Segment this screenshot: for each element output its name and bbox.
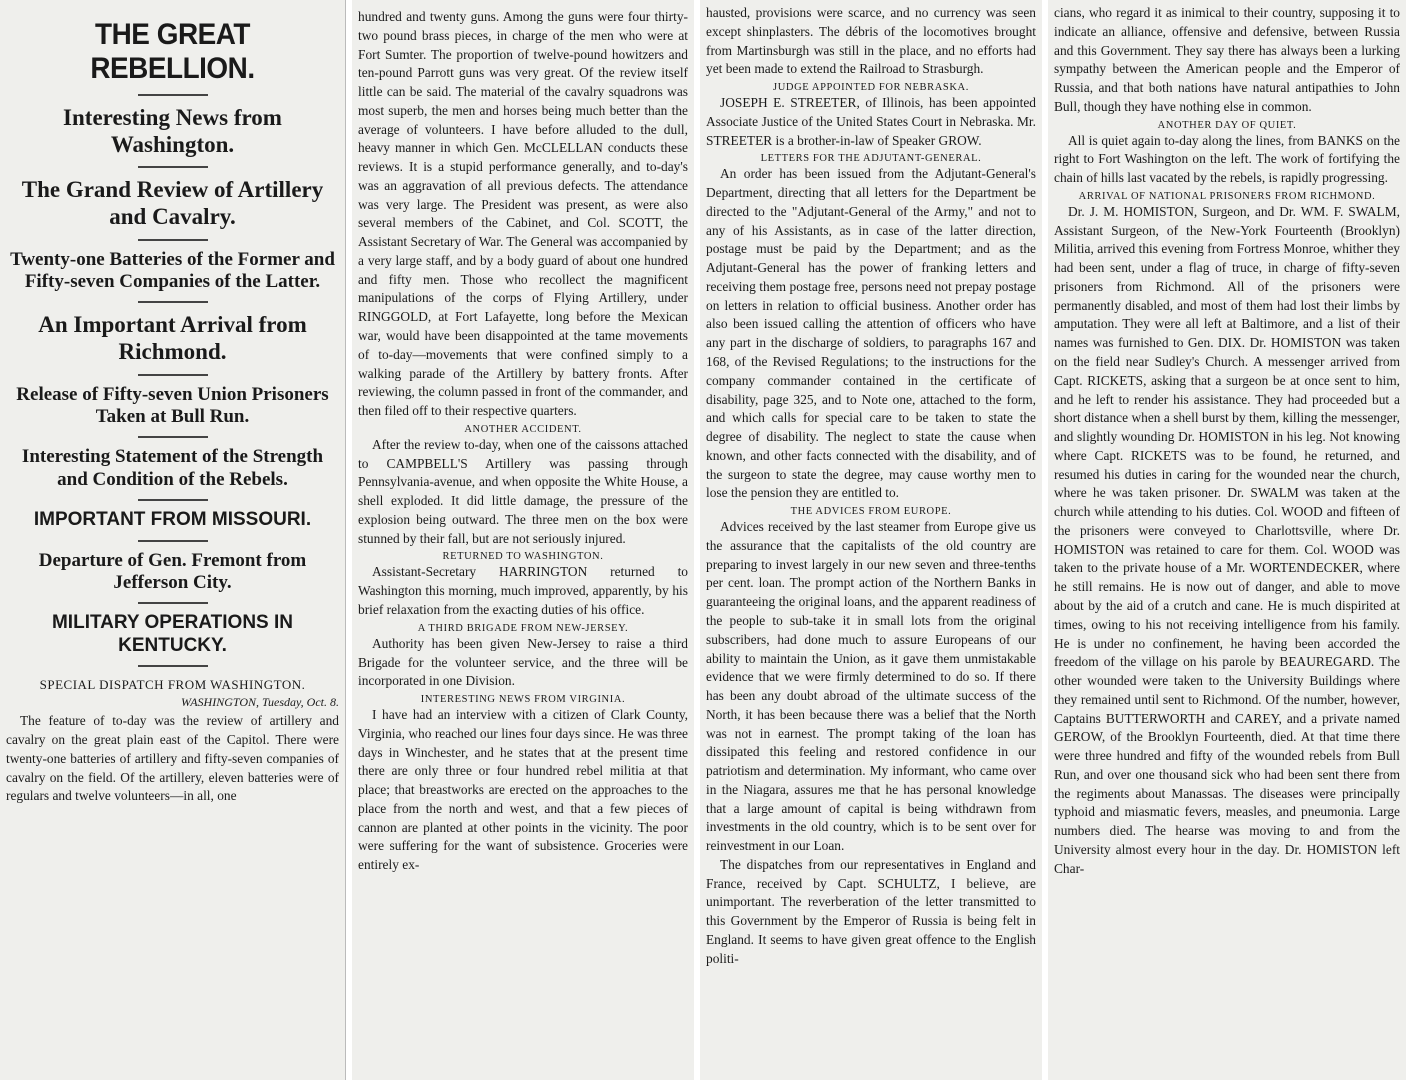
article-paragraph: After the review to-day, when one of the caissons attached to CAMPBELL'S Artillery was passing through Pennsylvania-avenue, and when opposite the White House, a shell exploded. It did little damage, the pressure of the explosion being outward. The three men on the box were stunned by their fall, but are not seriously injured. — [358, 436, 688, 546]
section-heading: ANOTHER DAY OF QUIET. — [1157, 119, 1297, 131]
divider — [138, 436, 208, 438]
section-heading: ANOTHER ACCIDENT. — [464, 423, 582, 435]
section-heading: A THIRD BRIGADE FROM NEW-JERSEY. — [417, 622, 629, 634]
headline-3: Twenty-one Batteries of the Former and Fifty-seven Companies of the Latter. — [10, 248, 335, 292]
divider — [138, 239, 208, 241]
headline-4: An Important Arrival from Richmond. — [38, 312, 307, 365]
divider — [138, 665, 208, 667]
divider — [138, 540, 208, 542]
article-paragraph: I have had an interview with a citizen of Clark County, Virginia, who reached our lines four days since. He was three days in Winchester, and he states that at the present time there are only three or four hundred rebel militia at that place; that breastworks are erected on the approaches to the place from the north and west, and that a few pieces of cannon are planted at other points in the vicinity. The poor were suffering for the want of subsistence. Groceries were entirely ex- — [358, 707, 688, 873]
article-paragraph: The dispatches from our representatives in England and France, received by Capt. SCHULTZ, I believe, are unimportant. The reverberation of the letter transmitted to this Government by the Emperor of Russia is being felt in England. It seems to have given great offence to the English politi- — [706, 856, 1036, 966]
headline-7: IMPORTANT FROM MISSOURI. — [33, 509, 312, 531]
column-1 — [0, 0, 346, 1080]
headline-5: Release of Fifty-seven Union Prisoners Taken at Bull Run. — [16, 383, 329, 427]
article-paragraph: The feature of to-day was the review of artillery and cavalry on the great plain east of the Capitol. There were twenty-one batteries of artillery and fifty-seven companies of cavalry on the field. Of the artillery, eleven batteries were of regulars and twelve volunteers—in all, one — [6, 713, 339, 804]
article-paragraph: hausted, provisions were scarce, and no currency was seen except shinplasters. The débris of the locomotives brought from Martinsburgh was still in the place, and no efforts had yet been made to extend the Railroad to Strasburgh. — [706, 5, 1036, 77]
column-3 — [700, 0, 1042, 1080]
article-paragraph: Authority has been given New-Jersey to raise a third Brigade for the volunteer service, and the three will be incorporated in one Division. — [358, 635, 688, 689]
divider — [138, 166, 208, 168]
divider — [138, 374, 208, 376]
article-paragraph: hundred and twenty guns. Among the guns were four thirty-two pound brass pieces, in charge of the men who were at Fort Sumter. The proportion of twelve-pound howitzers and ten-pound Parrott guns was very great. Of the review itself little can be said. The material of the cavalry squadrons was most superb, the men and horses being much better than the average of volunteers. I have before alluded to the dull, heavy manner in which Gen. McCLELLAN conducts these reviews. It is a stupid performance generally, and to-day's was an aggravation of all previous defects. The attendance was very large. The President was present, as were also several members of the Cabinet, and Col. SCOTT, the Assistant Secretary of War. The General was accompanied by a very large staff, and by a body guard of about one hundred and fifty men. Those who recollect the magnificent manipulations of the corps of Flying Artillery, under RINGGOLD, at Fort Lafayette, long before the Mexican war, would have been disappointed at the tame movements of to-day—movements that were confined simply to a walking parade of the Artillery by battery fronts. After reviewing, the column passed in front of the commander, and then filed off to their respective quarters. — [358, 9, 688, 419]
column-2 — [352, 0, 694, 1080]
section-heading: THE ADVICES FROM EUROPE. — [790, 506, 952, 518]
dispatch-heading: SPECIAL DISPATCH FROM WASHINGTON. — [39, 677, 306, 693]
section-heading: RETURNED TO WASHINGTON. — [442, 551, 604, 563]
article-paragraph: Advices received by the last steamer from Europe give us the assurance that the capitalists of the old country are preparing to invest largely in our new seven and three-tenths per cent. loan. The prompt action of the Northern Banks in guaranteeing the original loans, and the apparent readiness of the people to sub-take it in small lots from the original subscribers, had done much to assure Europeans of our ability to maintain the Union, as it gave them unmistakable evidence that we were firmly determined to do so. If there has been any doubt abroad of the ultimate success of the North, it has been because there was a belief that the North was not in earnest. The prompt taking of the loan has dissipated this feeling and restored confidence in our patriotism and determination. My informant, who came over in the Niagara, assures me that he has personal knowledge that a large amount of capital is being withdrawn from investments in the old country, which is to be sent over for reinvestment in our Loan. — [706, 519, 1036, 854]
section-heading: INTERESTING NEWS FROM VIRGINIA. — [420, 694, 626, 706]
article-paragraph: An order has been issued from the Adjutant-General's Department, directing that all letters for the Department be directed to the "Adjutant-General of the Army," and not to any of his Assistants, as in case of the latter direction, postage must be paid by the Department; and as the Adjutant-General has the power of franking letters and receiving them postage free, persons need not prepay postage on letters in relation to official business. Another order has also been issued calling the attention of officers who have any part in the discharge of soldiers, to paragraphs 167 and 168, of the Revised Regulations; to the instructions for the company commander contained in the certificate of disability, page 325, and to Note one, attached to the form, and which calls for special care to be taken to state the degree of disability. The neglect to state the cause when known, and other facts connected with the disability, and of the surgeon to state the degree, may cause worthy men to lose the pension they are entitled to. — [706, 166, 1036, 501]
divider — [138, 301, 208, 303]
masthead: THE GREAT REBELLION. — [90, 18, 255, 85]
article-paragraph: All is quiet again to-day along the lines, from BANKS on the right to Fort Washington on the left. The work of fortifying the chain of hills last vacated by the rebels, is rapidly progressing. — [1054, 132, 1400, 186]
article-paragraph: Assistant-Secretary HARRINGTON returned to Washington this morning, much improved, apparently, by his brief relaxation from the exacting duties of his office. — [358, 564, 688, 617]
divider — [138, 602, 208, 604]
section-heading: LETTERS FOR THE ADJUTANT-GENERAL. — [760, 153, 982, 165]
headline-8: Departure of Gen. Fremont from Jefferson City. — [38, 549, 307, 593]
headline-1: Interesting News from Washington. — [63, 105, 282, 158]
dateline: WASHINGTON, Tuesday, Oct. 8. — [181, 695, 339, 710]
headline-2: The Grand Review of Artillery and Cavalry. — [21, 177, 324, 230]
article-paragraph: JOSEPH E. STREETER, of Illinois, has been appointed Associate Justice of the United States Court in Nebraska. Mr. STREETER is a brother-in-law of Speaker GROW. — [706, 95, 1036, 148]
divider — [138, 499, 208, 501]
article-paragraph: Dr. J. M. HOMISTON, Surgeon, and Dr. WM. F. SWALM, Assistant Surgeon, of the New-York Fourteenth (Brooklyn) Militia, arrived this evening from Fortress Monroe, whither they had been sent, under a flag of truce, in charge of fifty-seven prisoners from Richmond. All of the prisoners were permanently disabled, and most of them had lost their limbs by amputation. They were all left at Baltimore, and a list of their names was furnished to Gen. DIX. Dr. HOMISTON was taken on the field near Sudley's Church. A messenger arrived from Capt. RICKETS, asking that a surgeon be at once sent to him, and he left to render his assistance. They had proceeded but a short distance when a shell burst by them, killing the messenger, and slightly wounding Dr. HOMISTON in his leg. Not knowing where Capt. RICKETS was to be found, he returned, and resumed his duties in caring for the wounded near the church, where he was taken prisoner. Dr. SWALM was taken at the church while attending to his duties. Col. WOOD and fifteen of the prisoners were conveyed to Charlottsville, where Dr. HOMISTON was retained to care for them. Col. WOOD was taken to the private house of a Mr. WORTENDECKER, where he still remains. He is now out of danger, and able to move about by the aid of a crutch and cane. He is much dispirited at times, owing to his not receiving intelligence from his family. He is under no confinement, he having been accorded the freedom of the village on his parole by BEAUREGARD. The other wounded were taken to the University Buildings where they remained until sent to Richmond. Of the number, however, Captains BUTTERWORTH and CAREY, and a private named GEROW, of the Brooklyn Fourteenth, died. At that time there were three hundred and fifty of the wounded rebels from Bull Run, and over one thousand sick who had been sent there from the regiments about Manassas. The diseases were principally typhoid and miasmatic fevers, measles, and pneumonia. Large numbers died. The hearse was moving to and from the University almost every hour in the day. Dr. HOMISTON left Char- — [1054, 203, 1400, 876]
column-4 — [1048, 0, 1406, 1080]
headline-9: MILITARY OPERATIONS IN KENTUCKY. — [51, 612, 294, 656]
section-heading: JUDGE APPOINTED FOR NEBRASKA. — [773, 82, 969, 94]
article-paragraph: cians, who regard it as inimical to their country, supposing it to indicate an alliance, offensive and defensive, between Russia and this Government. They say there has always been a lurking sympathy between the American people and the Emperor of Russia, and that both nations have natural antipathies to John Bull, though they have nothing else in common. — [1054, 5, 1400, 114]
headline-6: Interesting Statement of the Strength and Condition of the Rebels. — [21, 446, 324, 490]
section-heading: ARRIVAL OF NATIONAL PRISONERS FROM RICHMOND. — [1078, 190, 1376, 202]
divider — [138, 94, 208, 96]
